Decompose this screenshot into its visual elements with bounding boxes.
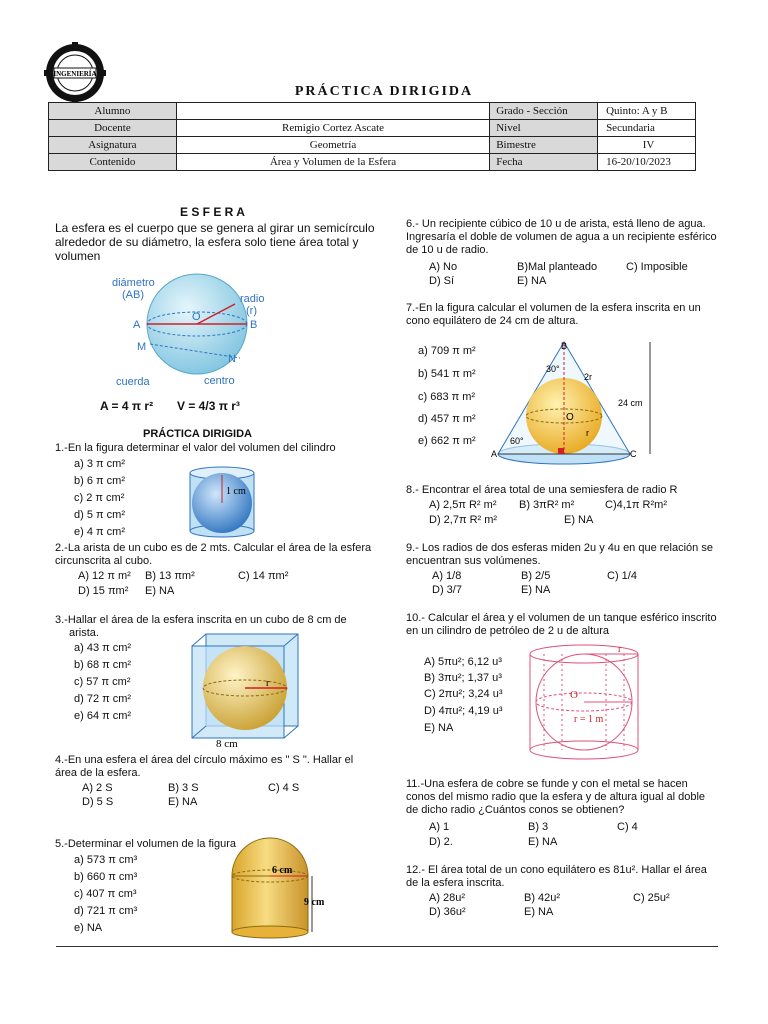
q7-option-a[interactable]: a) 709 π m² bbox=[418, 345, 476, 357]
q1-option-c[interactable]: c) 2 π cm² bbox=[74, 492, 125, 504]
q4-option-a[interactable]: A) 2 S bbox=[82, 782, 113, 794]
info-row-docente bbox=[49, 120, 696, 137]
q3-option-b[interactable]: b) 68 π cm² bbox=[74, 659, 132, 671]
q7-fig-2r: 2r bbox=[584, 372, 593, 382]
q10-option-e[interactable]: E) NA bbox=[424, 722, 454, 734]
label-centro: centro bbox=[204, 375, 235, 387]
q5-option-a[interactable]: a) 573 π cm³ bbox=[74, 854, 138, 866]
q6-option-e[interactable]: E) NA bbox=[517, 275, 547, 287]
q4-option-c[interactable]: C) 4 S bbox=[268, 782, 300, 794]
q7-option-e[interactable]: e) 662 π m² bbox=[418, 435, 476, 447]
value-bimestre: IV bbox=[598, 137, 696, 154]
q7-fig-ang30: 30° bbox=[546, 364, 560, 374]
q6-text: 6.- Un recipiente cúbico de 10 u de arista, está lleno de agua. Ingresaría el doble de volumen de agua a un recipiente esférico de 10 u de radio. bbox=[406, 218, 717, 256]
label-r: (r) bbox=[246, 305, 257, 317]
q3-cube-figure bbox=[188, 632, 304, 750]
q3-text: 3.-Hallar el área de la esfera inscrita en un cubo de 8 cm de bbox=[55, 614, 347, 626]
q2-option-c[interactable]: C) 14 πm² bbox=[238, 570, 289, 582]
info-row-asignatura bbox=[49, 137, 696, 154]
q11-text: 11.-Una esfera de cobre se funde y con el metal se hacen conos del mismo radio que la esfera y de altura igual al doble de dicho radio ¿Cuántos conos se obtienen? bbox=[406, 778, 706, 816]
q7-text: 7.-En la figura calcular el volumen de la esfera inscrita en un cono equilátero de 24 cm de altura. bbox=[406, 302, 701, 327]
q9-option-c[interactable]: C) 1/4 bbox=[607, 570, 637, 582]
q7-option-b[interactable]: b) 541 π m² bbox=[418, 368, 476, 380]
q5-text: 5.-Determinar el volumen de la figura bbox=[55, 838, 236, 850]
q8-option-d[interactable]: D) 2,7π R² m² bbox=[429, 514, 498, 526]
q5-fig-r: 6 cm bbox=[272, 865, 293, 876]
q9-text: 9.- Los radios de dos esferas miden 2u y 4u en que relación se encuentran sus volúmenes. bbox=[406, 542, 713, 567]
q9-option-b[interactable]: B) 2/5 bbox=[521, 570, 551, 582]
value-grado: Quinto: A y B bbox=[598, 103, 696, 120]
q8-option-c[interactable]: C)4,1π R²m² bbox=[605, 499, 667, 511]
q11-option-a[interactable]: A) 1 bbox=[429, 821, 450, 833]
label-ab: (AB) bbox=[122, 289, 144, 301]
q7-fig-o: O bbox=[566, 412, 574, 423]
label-cuerda: cuerda bbox=[116, 376, 150, 388]
formula-volume: V = 4/3 π r³ bbox=[177, 399, 240, 413]
q7-cone-figure bbox=[490, 336, 680, 466]
label-fecha: Fecha bbox=[490, 154, 598, 171]
q7-fig-a: A bbox=[491, 449, 498, 459]
q1-text: 1.-En la figura determinar el valor del volumen del cilindro bbox=[55, 442, 336, 454]
q5-option-b[interactable]: b) 660 π cm³ bbox=[74, 871, 138, 883]
q3-option-a[interactable]: a) 43 π cm² bbox=[74, 642, 132, 654]
q7-fig-r: r bbox=[586, 428, 589, 438]
student-name-field[interactable] bbox=[176, 103, 489, 120]
label-nivel: Nivel bbox=[490, 120, 598, 137]
q7-fig-c: C bbox=[630, 449, 637, 459]
q6-option-a[interactable]: A) No bbox=[429, 261, 458, 273]
label-diametro: diámetro bbox=[112, 277, 155, 289]
value-docente: Remigio Cortez Ascate bbox=[176, 120, 489, 137]
page-title: PRÁCTICA DIRIGIDA bbox=[294, 84, 474, 99]
value-fecha: 16-20/10/2023 bbox=[598, 154, 696, 171]
q2-option-a[interactable]: A) 12 π m² bbox=[78, 570, 131, 582]
q1-option-b[interactable]: b) 6 π cm² bbox=[74, 475, 125, 487]
q2-text: 2.-La arista de un cubo es de 2 mts. Calcular el área de la esfera circunscrita al cubo. bbox=[55, 542, 372, 567]
q3-option-c[interactable]: c) 57 π cm² bbox=[74, 676, 131, 688]
label-a: A bbox=[133, 319, 141, 331]
q1-option-e[interactable]: e) 4 π cm² bbox=[74, 526, 125, 538]
q8-option-a[interactable]: A) 2,5π R² m² bbox=[429, 499, 497, 511]
q9-option-e[interactable]: E) NA bbox=[521, 584, 551, 596]
q3-text-2: arista. bbox=[69, 627, 99, 639]
q7-fig-h: 24 cm bbox=[618, 398, 643, 408]
q1-option-a[interactable]: a) 3 π cm² bbox=[74, 458, 125, 470]
label-docente: Docente bbox=[49, 120, 177, 137]
q1-option-d[interactable]: d) 5 π cm² bbox=[74, 509, 125, 521]
q10-fig-rlabel: r = 1 m bbox=[574, 714, 604, 725]
q12-option-e[interactable]: E) NA bbox=[524, 906, 554, 918]
q10-fig-o: O bbox=[570, 689, 578, 701]
q12-text: 12.- El área total de un cono equilátero es 81u². Hallar el área de la esfera inscrita. bbox=[406, 864, 707, 889]
q11-option-e[interactable]: E) NA bbox=[528, 836, 558, 848]
q7-option-d[interactable]: d) 457 π m² bbox=[418, 413, 476, 425]
label-alumno: Alumno bbox=[49, 103, 177, 120]
q5-option-e[interactable]: e) NA bbox=[74, 922, 103, 934]
info-row-alumno bbox=[49, 103, 696, 120]
q3-fig-label: 8 cm bbox=[216, 738, 238, 750]
label-o: O bbox=[192, 311, 201, 323]
q12-option-c[interactable]: C) 25u² bbox=[633, 892, 670, 904]
q5-option-c[interactable]: c) 407 π cm³ bbox=[74, 888, 137, 900]
q10-option-c[interactable]: C) 2πu²; 3,24 u³ bbox=[424, 688, 503, 700]
value-asignatura: Geometría bbox=[176, 137, 489, 154]
q6-option-b[interactable]: B)Mal planteado bbox=[517, 261, 598, 273]
q8-option-e[interactable]: E) NA bbox=[564, 514, 594, 526]
q1-fig-label: 1 cm bbox=[226, 486, 246, 497]
q8-text: 8.- Encontrar el área total de una semiesfera de radio R bbox=[406, 484, 678, 496]
q10-option-b[interactable]: B) 3πu²; 1,37 u³ bbox=[424, 672, 502, 684]
sphere-diagram bbox=[100, 272, 275, 392]
formula-area: A = 4 π r² bbox=[100, 399, 154, 413]
q9-option-a[interactable]: A) 1/8 bbox=[432, 570, 462, 582]
q4-option-e[interactable]: E) NA bbox=[168, 796, 198, 808]
label-bimestre: Bimestre bbox=[490, 137, 598, 154]
label-asignatura: Asignatura bbox=[49, 137, 177, 154]
q5-fig-h: 9 cm bbox=[304, 897, 325, 908]
label-b: B bbox=[250, 319, 258, 331]
q3-option-d[interactable]: d) 72 π cm² bbox=[74, 693, 132, 705]
q11-option-b[interactable]: B) 3 bbox=[528, 821, 549, 833]
label-contenido: Contenido bbox=[49, 154, 177, 171]
logo-text: INGENIERÍA bbox=[53, 70, 97, 78]
q7-fig-b: B bbox=[561, 341, 568, 351]
q4-text: 4.-En una esfera el área del círculo máximo es " S ". Hallar el área de la esfera. bbox=[55, 754, 354, 779]
q11-option-d[interactable]: D) 2. bbox=[429, 836, 453, 848]
q9-option-d[interactable]: D) 3/7 bbox=[432, 584, 462, 596]
value-contenido: Área y Volumen de la Esfera bbox=[176, 154, 489, 171]
q12-option-b[interactable]: B) 42u² bbox=[524, 892, 561, 904]
q2-option-e[interactable]: E) NA bbox=[145, 585, 175, 597]
q10-option-a[interactable]: A) 5πu²; 6,12 u³ bbox=[424, 656, 502, 668]
footer-divider bbox=[56, 946, 718, 947]
q4-option-b[interactable]: B) 3 S bbox=[168, 782, 199, 794]
q3-option-e[interactable]: e) 64 π cm² bbox=[74, 710, 132, 722]
q7-option-c[interactable]: c) 683 π m² bbox=[418, 391, 476, 403]
q10-text: 10.- Calcular el área y el volumen de un tanque esférico inscrito en un cilindro de petróleo de 2 u de altura bbox=[406, 612, 717, 637]
label-radio: radio bbox=[240, 293, 265, 305]
q8-option-b[interactable]: B) 3πR² m² bbox=[519, 499, 575, 511]
value-nivel: Secundaria bbox=[598, 120, 696, 137]
q6-option-d[interactable]: D) Sí bbox=[429, 275, 455, 287]
q5-option-d[interactable]: d) 721 π cm³ bbox=[74, 905, 138, 917]
practice-heading: PRÁCTICA DIRIGIDA bbox=[143, 428, 252, 440]
q1-cylinder-figure bbox=[188, 465, 260, 541]
q7-fig-ang60: 60° bbox=[510, 436, 524, 446]
label-n: N bbox=[228, 353, 236, 365]
q4-option-d[interactable]: D) 5 S bbox=[82, 796, 114, 808]
q5-capsule-figure bbox=[228, 826, 338, 942]
esfera-heading: E S F E R A bbox=[180, 205, 245, 219]
info-row-contenido bbox=[49, 154, 696, 171]
q12-option-a[interactable]: A) 28u² bbox=[429, 892, 466, 904]
q12-option-d[interactable]: D) 36u² bbox=[429, 906, 466, 918]
student-info-table bbox=[48, 102, 696, 171]
label-m: M bbox=[137, 341, 147, 353]
q3-fig-r: r bbox=[266, 678, 270, 689]
q10-fig-r: r bbox=[618, 644, 622, 655]
q10-option-d[interactable]: D) 4πu²; 4,19 u³ bbox=[424, 705, 503, 717]
label-grado: Grado - Sección bbox=[490, 103, 598, 120]
q2-option-b[interactable]: B) 13 πm² bbox=[145, 570, 195, 582]
esfera-intro: La esfera es el cuerpo que se genera al girar un semicírculo alrededor de su diámetro, la esfera solo tiene área total y volumen bbox=[55, 221, 375, 263]
q6-option-c[interactable]: C) Imposible bbox=[626, 261, 688, 273]
q2-option-d[interactable]: D) 15 πm² bbox=[78, 585, 129, 597]
q11-option-c[interactable]: C) 4 bbox=[617, 821, 638, 833]
q10-tank-figure bbox=[522, 642, 652, 764]
